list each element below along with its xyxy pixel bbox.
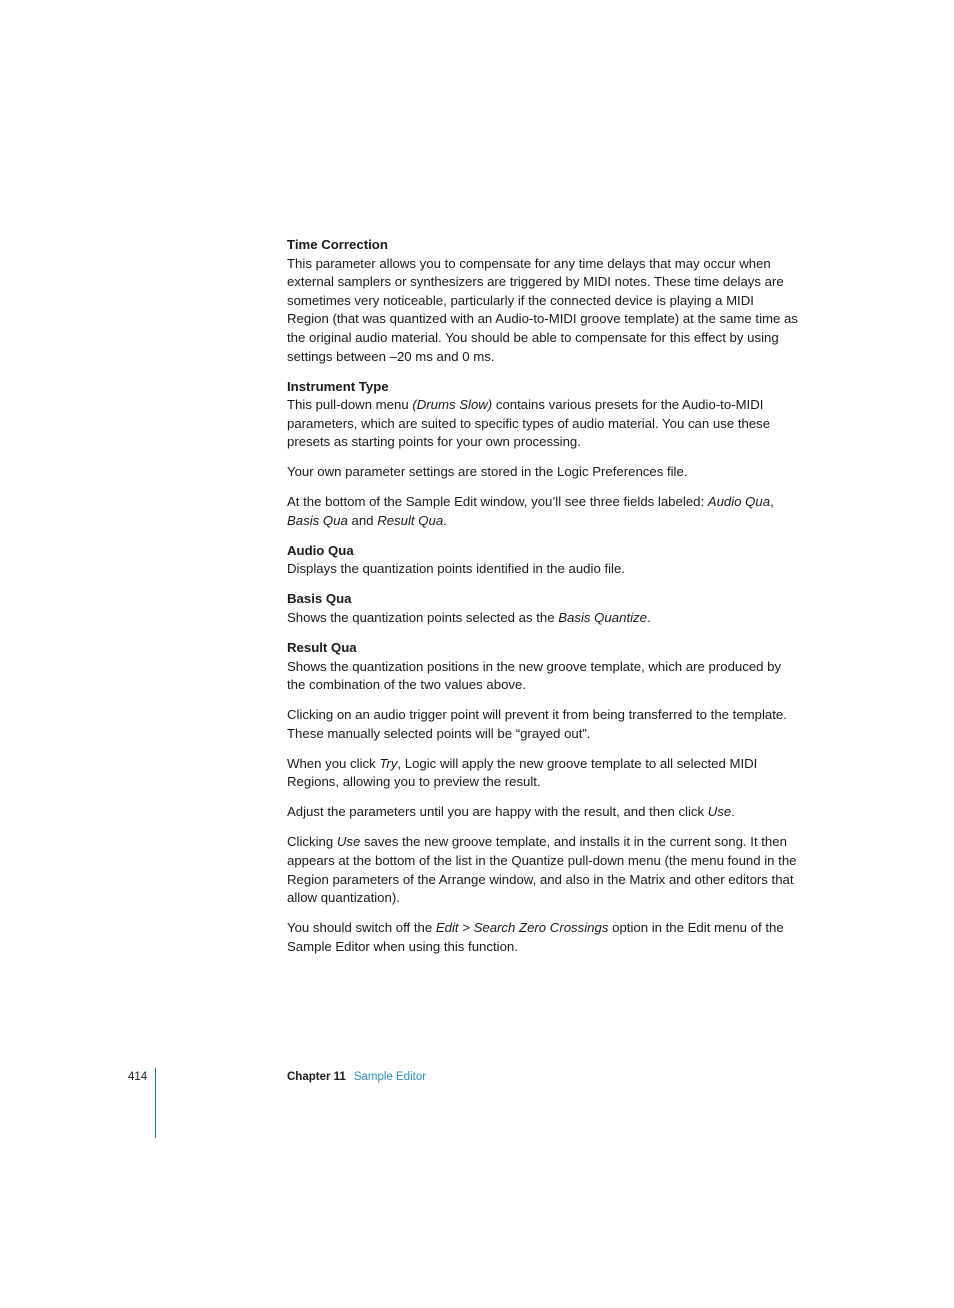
paragraph-use: Clicking Use saves the new groove template, and installs it in the current song. It then appears at the bottom of the list in the Quantize pull-down menu (the menu found in the Region parameters of the Arrange window, and also in the Matrix and other editors that allow quantization). [287, 834, 797, 906]
section-result-qua [287, 639, 799, 695]
footer-chapter [287, 1070, 426, 1084]
section-heading: Result Qua [287, 640, 357, 656]
paragraph-switch-off: You should switch off the Edit > Search Zero Crossings option in the Edit menu of the Sample Editor when using this function. [287, 920, 784, 954]
section-basis-qua [287, 590, 799, 627]
section-time-correction [287, 236, 799, 366]
paragraph-try: When you click Try, Logic will apply the new groove template to all selected MIDI Regions, allowing you to preview the result. [287, 755, 758, 790]
section-heading: Time Correction [287, 237, 388, 252]
chapter-label: Chapter 11 [287, 1071, 346, 1083]
section-body: Shows the quantization positions in the new groove template, which are produced by the combination of the two values above. [287, 658, 782, 693]
page-number: 414 [128, 1071, 148, 1083]
section-audio-qua [287, 542, 799, 579]
paragraph-own-settings: Your own parameter settings are stored in the Logic Preferences file. [287, 464, 688, 480]
section-body: Displays the quantization points identified in the audio file. [287, 561, 625, 577]
paragraph-trigger-point: Clicking on an audio trigger point will prevent it from being transferred to the template. These manually selected points will be “grayed out”. [287, 707, 787, 741]
section-heading: Audio Qua [287, 542, 354, 558]
chapter-title-link[interactable]: Sample Editor [353, 1071, 427, 1083]
section-heading: Instrument Type [287, 378, 389, 394]
paragraph-fields-intro: At the bottom of the Sample Edit window, you’ll see three fields labeled: Audio Qua, Basis Qua and Result Qua. [287, 494, 774, 528]
section-body: This parameter allows you to compensate for any time delays that may occur when external samplers or synthesizers are triggered by MIDI notes. These time delays are sometimes very noticeable, particularly if the connected device is playing a MIDI Region (that was quantized with an Audio-to-MIDI groove template) at the same time as the original audio material. You should be able to compensate for this effect by using settings between –20 ms and 0 ms. [287, 255, 798, 364]
footer-divider [155, 1068, 156, 1138]
paragraph-adjust: Adjust the parameters until you are happy with the result, and then click Use. [287, 804, 735, 820]
page-content [287, 236, 799, 968]
section-body: Shows the quantization points selected as the Basis Quantize. [287, 610, 651, 626]
section-body: This pull-down menu (Drums Slow) contains various presets for the Audio-to-MIDI parameters, which are suited to specific types of audio material. You can use these presets as starting points for your own processing. [287, 397, 771, 450]
section-instrument-type [287, 378, 799, 452]
section-heading: Basis Qua [287, 591, 352, 607]
